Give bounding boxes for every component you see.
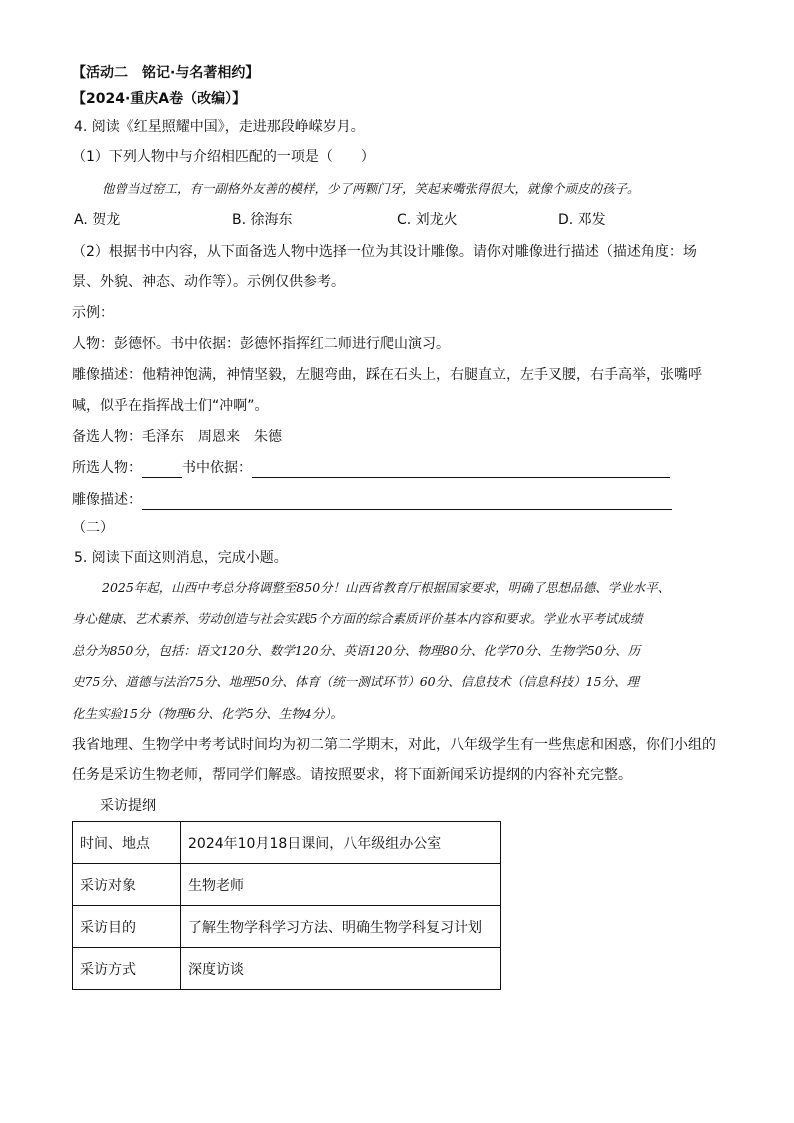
news-line-1: 2025年起，山西中考总分将调整至850分！山西省教育厅根据国家要求，明确了思想品德、学业水平、 xyxy=(102,580,671,595)
outline-value-time-place: 2024年10月18日课间，八年级组办公室 xyxy=(181,822,501,864)
example-desc-line2: 喊，似乎在指挥战士们“冲啊”。 xyxy=(72,398,269,414)
option-b: B. 徐海东 xyxy=(232,212,293,228)
table-row xyxy=(73,906,501,948)
outline-value-interviewee: 生物老师 xyxy=(181,864,501,906)
book-basis-label: 书中依据： xyxy=(182,460,252,476)
outline-key-purpose: 采访目的 xyxy=(73,906,181,948)
q5-stem: 5. 阅读下面这则消息，完成小题。 xyxy=(74,550,288,566)
news-line-5: 化生实验15分（物理6分、化学5分、生物4分）。 xyxy=(72,706,344,721)
news-line-3: 总分为850分，包括：语文120分、数学120分、英语120分、物理80分、化学70分、生物学50分、历 xyxy=(72,643,641,658)
outline-key-time-place: 时间、地点 xyxy=(73,822,181,864)
candidate-figures: 备选人物：毛泽东 周恩来 朱德 xyxy=(72,429,282,445)
example-person: 人物：彭德怀。书中依据：彭德怀指挥红二师进行爬山演习。 xyxy=(72,336,450,352)
book-basis-blank[interactable] xyxy=(252,461,670,478)
table-row xyxy=(73,948,501,990)
example-desc-line1: 雕像描述：他精神饱满，神情坚毅，左腿弯曲，踩在石头上，右腿直立，左手叉腰，右手高举，张嘴呼 xyxy=(72,367,702,383)
section-two-heading: （二） xyxy=(72,520,114,536)
outline-title: 采访提纲 xyxy=(100,798,156,814)
option-c: C. 刘龙火 xyxy=(397,212,458,228)
news-line-4: 史75分、道德与法治75分、地理50分、体育（统一测试环节）60分、信息技术（信息科技）15分、理 xyxy=(72,674,640,689)
chosen-person-blank[interactable] xyxy=(142,461,182,478)
outline-key-interviewee: 采访对象 xyxy=(73,864,181,906)
q4-sub1-quote: 他曾当过窑工，有一副格外友善的模样，少了两颗门牙，笑起来嘴张得很大，就像个顽皮的孩子。 xyxy=(102,181,640,196)
question-source: 【2024·重庆A卷（改编）】 xyxy=(72,91,247,107)
news-line-2: 身心健康、艺术素养、劳动创造与社会实践5个方面的综合素质评价基本内容和要求。学业水平考试成绩 xyxy=(72,611,643,626)
chosen-person-label: 所选人物： xyxy=(72,460,142,476)
option-d: D. 邓发 xyxy=(558,212,606,228)
example-label: 示例： xyxy=(72,305,114,321)
statue-desc-row xyxy=(72,490,672,510)
q4-sub2-stem-line1: （2）根据书中内容，从下面备选人物中选择一位为其设计雕像。请你对雕像进行描述（描述角度：场 xyxy=(72,244,697,260)
chosen-person-row xyxy=(72,458,670,478)
statue-desc-blank[interactable] xyxy=(142,493,672,510)
table-row xyxy=(73,864,501,906)
option-a: A. 贺龙 xyxy=(74,212,121,228)
q4-sub2-stem-line2: 景、外貌、神态、动作等）。示例仅供参考。 xyxy=(72,274,345,290)
activity-title: 【活动二 铭记·与名著相约】 xyxy=(72,65,260,81)
q5-task-line2: 任务是采访生物老师，帮同学们解惑。请按照要求，将下面新闻采访提纲的内容补充完整。 xyxy=(72,767,632,783)
interview-outline-table xyxy=(72,821,501,990)
outline-key-method: 采访方式 xyxy=(73,948,181,990)
statue-desc-label: 雕像描述： xyxy=(72,492,142,508)
outline-value-purpose: 了解生物学科学习方法、明确生物学科复习计划 xyxy=(181,906,501,948)
q4-stem: 4. 阅读《红星照耀中国》，走进那段峥嵘岁月。 xyxy=(74,119,365,135)
table-row xyxy=(73,822,501,864)
q5-task-line1: 我省地理、生物学中考考试时间均为初二第二学期末，对此，八年级学生有一些焦虑和困惑，你们小组的 xyxy=(72,737,716,753)
outline-value-method: 深度访谈 xyxy=(181,948,501,990)
q4-sub1-stem: （1）下列人物中与介绍相匹配的一项是（ ） xyxy=(72,149,375,165)
